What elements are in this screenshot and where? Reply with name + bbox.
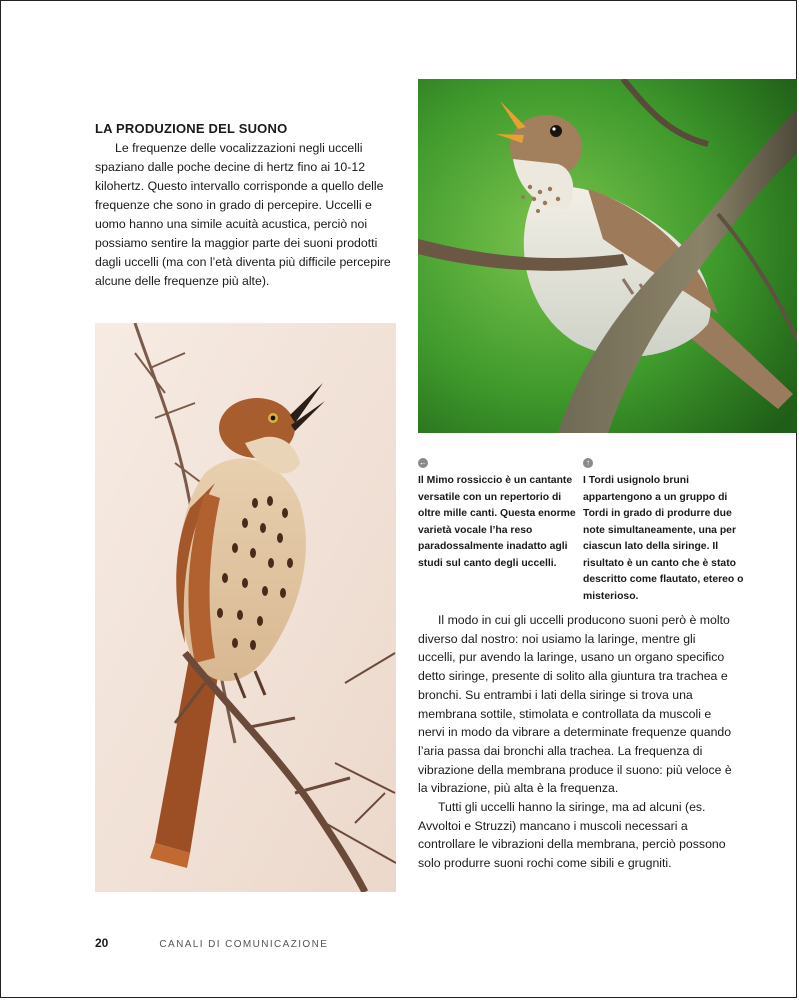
brown-thrasher-photo (95, 323, 396, 892)
intro-paragraph (95, 139, 395, 291)
body-text (418, 611, 733, 873)
page-footer (95, 936, 328, 950)
body-paragraph-1: Il modo in cui gli uccelli producono suoni però è molto diverso dal nostro: noi usiamo la laringe, mentre gli uccelli, pur avendo la laringe, usano un organo specifico detto siringe, presente di solito alla giuntura tra trachea e bronchi. Su entrambi i lati della siringe si trova una membrana sottile, stimolata e controllata da muscoli e nervi in modo da vibrare a determinate frequenze quando l’aria passa dai bronchi alla trachea. La frequenza di vibrazione della membrana produce il suono: più veloce è la vibrazione, più alta è la frequenza. (418, 613, 732, 796)
running-head: CANALI DI COMUNICAZIONE (159, 939, 329, 950)
caption-mimo (418, 458, 583, 572)
page-number: 20 (95, 936, 109, 950)
veery-photo (418, 79, 797, 433)
caption-mimo-text: Il Mimo rossiccio è un cantante versatile con un repertorio di oltre mille canti. Questa enorme varietà vocale l’ha reso paradossalmente inadatto agli studi sul canto degli uccelli. (418, 475, 576, 569)
caption-tordi-text: I Tordi usignolo bruni appartengono a un gruppo di Tordi in grado di produrre due note simultaneamente, una per ciascun lato della siringe. Il risultato è un canto che è stato descritto come flautato, etereo o misterioso. (583, 475, 744, 602)
intro-text: Le frequenze delle vocalizzazioni negli uccelli spaziano dalle poche decine di hertz fino ai 10-12 kilohertz. Questo intervallo corrisponde a quello delle frequenze che sono in grado di percepire. Uccelli e uomo hanno una simile acuità acustica, perciò noi possiamo sentire la maggior parte dei suoni prodotti dagli uccelli (ma con l’età diventa più difficile percepire alcune delle frequenze più alte). (95, 141, 391, 288)
caption-tordi (583, 458, 748, 605)
body-paragraph-2: Tutti gli uccelli hanno la siringe, ma ad alcuni (es. Avvoltoi e Struzzi) mancano i muscoli necessari a controllare le vibrazioni della membrana, perciò possono solo produrre suoni rochi come sibili e grugniti. (418, 800, 726, 871)
section-title: LA PRODUZIONE DEL SUONO (95, 121, 288, 136)
arrow-up-icon: ↑ (583, 458, 593, 468)
arrow-left-icon: ← (419, 458, 427, 467)
